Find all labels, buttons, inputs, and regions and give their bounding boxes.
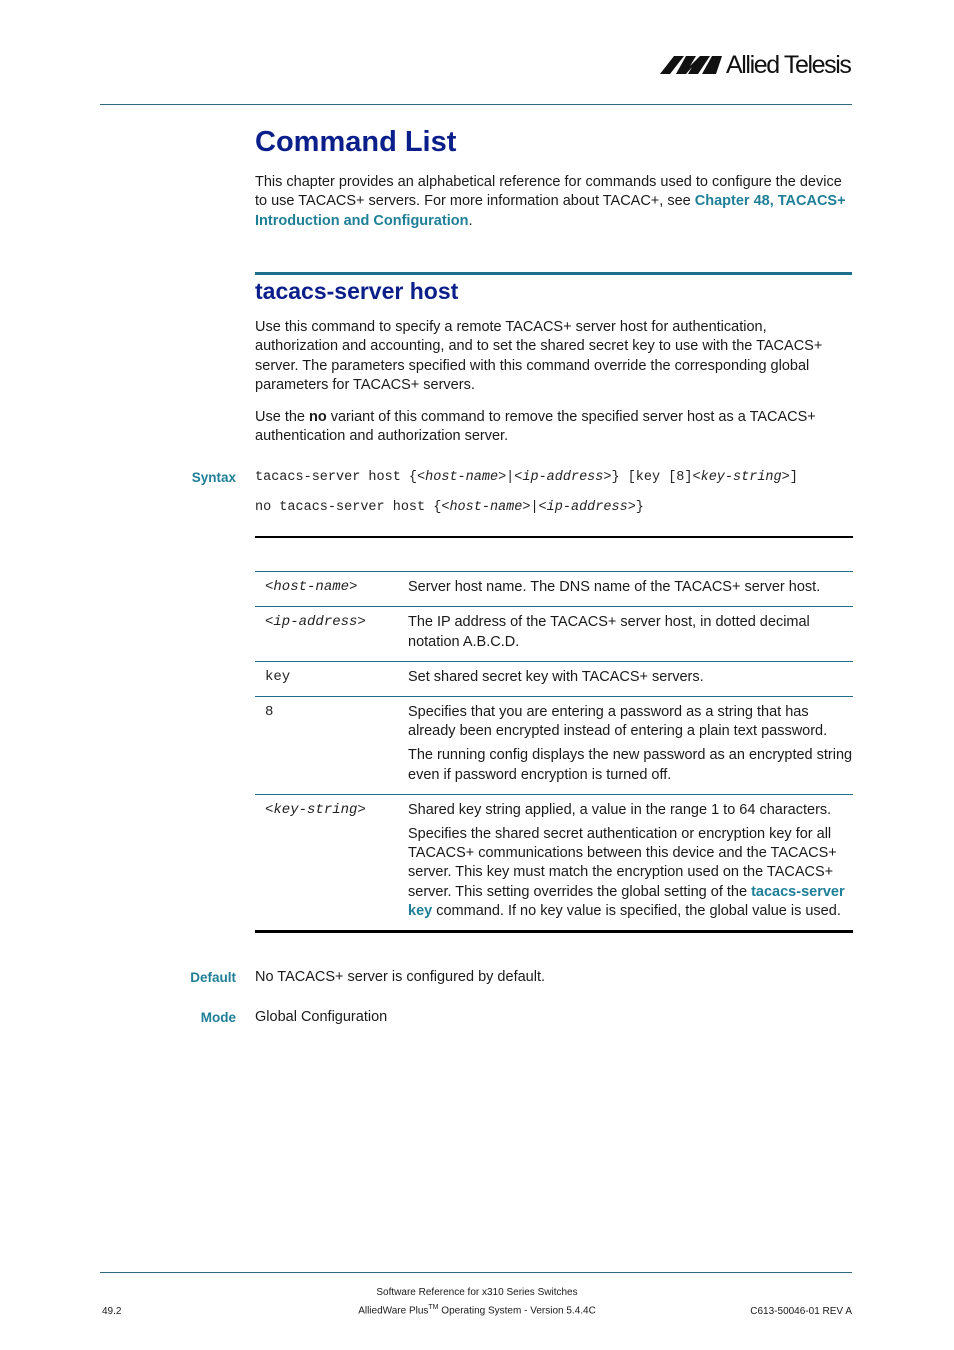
parameter-table [255, 536, 853, 933]
syntax-param: ip-address [546, 500, 628, 515]
syntax-label: Syntax [191, 470, 236, 485]
syntax-param: host-name [449, 500, 523, 515]
description-paragraph: Use this command to specify a remote TACACS+ server host for authentication, authorization and accounting, and to set the shared secret key to use with the TACACS+ server. The parameters specified with this command override the corresponding global parameters for TACACS+ servers. [255, 319, 823, 393]
section-divider [255, 272, 852, 275]
allied-telesis-logo [660, 50, 850, 80]
param-name: <host-name> [265, 579, 358, 595]
param-description: Specifies that you are entering a password as a string that has already been encrypted instead of entering a plain text password. The running config displays the new password as an encrypted string even if password encryption is turned off. [408, 704, 853, 783]
logo-text: Allied Telesis [726, 50, 851, 79]
table-row [255, 572, 853, 607]
page-number: 49.2 [102, 1306, 122, 1317]
section-title: tacacs-server host [255, 278, 459, 304]
param-name: 8 [265, 704, 274, 721]
footer-divider [100, 1272, 852, 1273]
param-name: key [265, 668, 291, 685]
allied-telesis-logo-icon [660, 54, 722, 76]
mode-label: Mode [200, 1010, 236, 1025]
syntax-token: >|< [522, 500, 547, 515]
syntax-token: >] [781, 470, 798, 485]
tacacs-server-key-link[interactable]: tacacs-server key [408, 883, 845, 919]
syntax-token: >|< [498, 470, 523, 485]
header-divider [100, 104, 852, 105]
syntax-param: host-name [425, 470, 499, 485]
param-description: The IP address of the TACACS+ server host, in dotted decimal notation A.B.C.D. [408, 614, 810, 650]
default-text: No TACACS+ server is configured by default. [255, 969, 545, 985]
chapter-48-link[interactable]: Chapter 48, TACACS+ Introduction and Configuration [255, 193, 846, 229]
page-title: Command List [255, 126, 457, 158]
syntax-token: >} [627, 500, 644, 515]
param-name: <key-string> [265, 801, 366, 818]
syntax-token: >} [key [8]< [603, 470, 701, 485]
table-row [255, 607, 853, 662]
param-name: <ip-address> [265, 614, 366, 631]
table-row [255, 662, 853, 697]
footer-title: Software Reference for x310 Series Switches [376, 1287, 578, 1298]
param-description: Server host name. The DNS name of the TACACS+ server host. [408, 579, 821, 595]
no-variant-text-post: variant of this command to remove the specified server host as a TACACS+ authentication and authorization server. [255, 409, 816, 445]
syntax-token: tacacs-server host {< [255, 470, 426, 485]
syntax-line-2 [255, 500, 644, 515]
no-keyword: no [309, 409, 327, 425]
parameter-table-header [255, 538, 853, 572]
syntax-token: no tacacs-server host {< [255, 500, 450, 515]
syntax-line-1 [255, 470, 798, 485]
footer-system: AlliedWare Plus™ Operating System - Version 5.4.4C [358, 1304, 596, 1317]
mode-text: Global Configuration [255, 1009, 388, 1025]
syntax-param: key-string [700, 470, 782, 485]
syntax-param: ip-address [522, 470, 604, 485]
table-row [255, 795, 853, 930]
table-row [255, 697, 853, 795]
no-variant-paragraph [255, 408, 853, 447]
param-description: Shared key string applied, a value in the range 1 to 64 characters. Specifies the shared secret authentication or encryption key for all TACACS+ communications between this device and the TACACS+ server. This key must match the encryption used on the TACACS+ server. This setting overrides the global setting of the tacacs-server key command. If no key value is specified, the global value is used. [408, 801, 845, 919]
intro-text: This chapter provides an alphabetical reference for commands used to configure the device to use TACACS+ servers. For more information about TACAC+, see [255, 174, 842, 210]
document-id: C613-50046-01 REV A [750, 1306, 852, 1317]
intro-paragraph [255, 173, 853, 231]
default-label: Default [190, 970, 236, 985]
no-variant-text-pre: Use the [255, 409, 309, 425]
param-description: Set shared secret key with TACACS+ servers. [408, 668, 704, 685]
intro-end: . [468, 212, 473, 229]
